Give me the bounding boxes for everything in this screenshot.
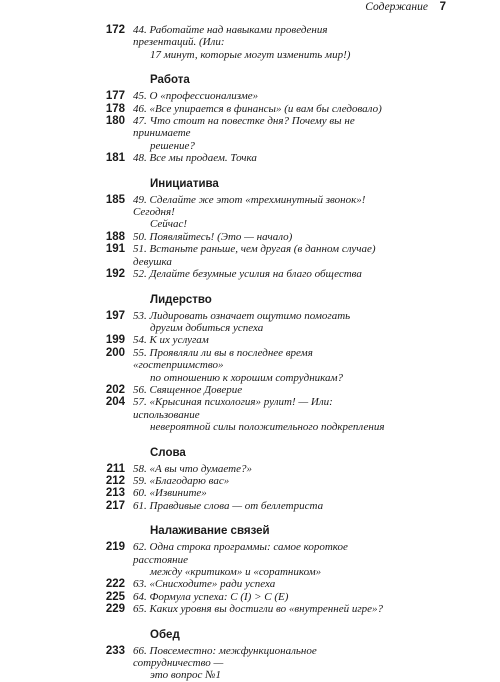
toc-entry[interactable]: [0, 396, 500, 433]
toc-entry-page-number: 219: [105, 541, 125, 554]
toc-entry-text: [133, 103, 391, 115]
toc-entry-page-number: 188: [105, 230, 125, 243]
toc-entry[interactable]: [0, 194, 500, 231]
toc-entry-page-number: 204: [105, 396, 125, 409]
toc-entry-text: [133, 90, 391, 102]
toc-entry[interactable]: [0, 463, 500, 475]
toc-entry[interactable]: [0, 334, 500, 346]
toc-entry-title-line: Сделайте же этот «трехминутный звонок»! Сегодня!: [133, 193, 366, 219]
toc-entry-title-line: Правдивые слова — от беллетриста: [149, 499, 324, 512]
toc-entry[interactable]: [0, 103, 500, 115]
toc-entry-page-number: 177: [105, 90, 125, 103]
toc-entry-chapter-number: 53.: [133, 309, 147, 322]
toc-entry[interactable]: [0, 24, 500, 61]
toc-entry[interactable]: [0, 268, 500, 280]
toc-entry[interactable]: [0, 487, 500, 499]
toc-entry-text: [133, 591, 391, 603]
toc-entry-title-line: «Крысиная психология» рулит! — Или: использование: [133, 396, 333, 421]
toc-entry-page-number: 197: [105, 309, 125, 322]
toc-entry-title-line: Лидировать означает ощутимо помогать: [149, 309, 351, 322]
toc-entry[interactable]: [0, 231, 500, 243]
toc-entry-title-line: по отношению к хорошим сотрудникам?: [150, 371, 344, 384]
toc-entry-title-line: это вопрос №1: [150, 669, 222, 682]
toc-section-heading: Налаживание связей: [150, 525, 270, 538]
toc-entry[interactable]: [0, 115, 500, 152]
table-of-contents: [0, 24, 500, 682]
running-header-title: Содержание: [365, 1, 428, 13]
toc-entry-chapter-number: 60.: [133, 487, 147, 500]
toc-entry-text: [133, 334, 391, 346]
toc-entry-text: [133, 475, 391, 487]
toc-entry-page-number: 200: [105, 346, 125, 359]
toc-entry-title-line: «Благодарю вас»: [149, 474, 230, 487]
toc-entry[interactable]: [0, 310, 500, 335]
toc-entry-page-number: 233: [105, 644, 125, 657]
toc-entry-title-line: между «критиком» и «соратником»: [150, 566, 322, 578]
toc-entry-text: [133, 603, 391, 615]
toc-entry-text: [133, 645, 391, 682]
toc-entry-chapter-number: 54.: [133, 334, 147, 347]
toc-entry-title-line: невероятной силы положительного подкрепления: [150, 421, 385, 434]
toc-entry-chapter-number: 59.: [133, 474, 147, 487]
running-header-page-number: 7: [439, 1, 446, 13]
toc-entry-text: [133, 384, 391, 396]
toc-entry-chapter-number: 51.: [133, 243, 147, 256]
toc-entry-text: [133, 115, 391, 152]
toc-entry-page-number: 217: [105, 499, 125, 512]
toc-entry-text: [133, 541, 391, 578]
toc-entry-title-line: Что стоит на повестке дня? Почему вы не принимаете: [133, 115, 355, 140]
toc-entry[interactable]: [0, 603, 500, 615]
toc-entry-text: [133, 500, 391, 512]
toc-entry-title-line: «Все упирается в финансы» (и вам бы следовало): [149, 102, 382, 115]
toc-entry-page-number: 191: [105, 243, 125, 256]
toc-entry[interactable]: [0, 475, 500, 487]
toc-entry-page-number: 172: [105, 24, 125, 36]
toc-entry-title-line: решение?: [150, 139, 195, 152]
toc-entry-text: [133, 152, 391, 164]
toc-entry[interactable]: [0, 90, 500, 102]
toc-entry-chapter-number: 62.: [133, 541, 147, 554]
toc-entry-title-line: Делайте безумные усилия на благо общества: [149, 268, 362, 281]
toc-entry-chapter-number: 45.: [133, 90, 147, 103]
toc-entry-title-line: Проявляли ли вы в последнее время «гостеприимство»: [133, 346, 313, 372]
toc-entry-page-number: 213: [105, 487, 125, 500]
toc-entry-title-line: Каких уровня вы достигли во «внутренней игре»?: [149, 603, 384, 616]
toc-entry-text: [133, 24, 391, 61]
toc-entry-chapter-number: 56.: [133, 383, 147, 396]
toc-entry-title-line: Все мы продаем. Точка: [149, 152, 257, 165]
toc-entry-text: [133, 578, 391, 590]
toc-entry-page-number: 199: [105, 334, 125, 347]
toc-entry-title-line: Повсеместно: межфункциональное сотрудничество —: [133, 644, 317, 670]
toc-entry-title-line: Сейчас!: [150, 218, 188, 231]
toc-entry[interactable]: [0, 591, 500, 603]
toc-section-heading: Лидерство: [150, 293, 212, 306]
toc-entry-page-number: 185: [105, 193, 125, 206]
toc-entry-chapter-number: 48.: [133, 152, 147, 165]
toc-entry-page-number: 202: [105, 383, 125, 396]
toc-entry[interactable]: [0, 500, 500, 512]
toc-entry-text: [133, 396, 391, 433]
toc-entry-chapter-number: 47.: [133, 115, 147, 128]
toc-entry-text: [133, 310, 391, 335]
toc-entry-chapter-number: 66.: [133, 644, 147, 657]
toc-entry[interactable]: [0, 578, 500, 590]
toc-entry-page-number: 192: [105, 268, 125, 281]
toc-entry-chapter-number: 49.: [133, 193, 147, 206]
toc-entry-text: [133, 243, 391, 268]
toc-entry-title-line: Появляйтесь! (Это — начало): [149, 230, 293, 243]
running-header: [0, 0, 500, 18]
toc-entry[interactable]: [0, 243, 500, 268]
toc-entry-text: [133, 194, 391, 231]
toc-entry[interactable]: [0, 541, 500, 578]
toc-entry-chapter-number: 64.: [133, 590, 147, 603]
toc-entry-title-line: Одна строка программы: самое короткое расстояние: [133, 541, 348, 566]
toc-entry-page-number: 211: [106, 462, 125, 475]
toc-entry-chapter-number: 65.: [133, 603, 147, 616]
toc-entry-title-line: «А вы что думаете?»: [149, 462, 252, 475]
toc-entry-title-line: «Извините»: [149, 487, 207, 500]
toc-entry-text: [133, 463, 391, 475]
toc-section-heading: Работа: [150, 74, 190, 87]
toc-entry-chapter-number: 46.: [133, 102, 147, 115]
toc-entry-text: [133, 268, 391, 280]
toc-entry-title-line: Священное Доверие: [149, 383, 243, 396]
toc-entry-page-number: 181: [105, 152, 125, 165]
toc-entry-title-line: другим добиться успеха: [150, 321, 264, 334]
toc-entry-title-line: О «профессионализме»: [149, 90, 259, 103]
toc-entry-title-line: Формула успеха: С (I) > С (Е): [149, 590, 289, 603]
toc-entry-chapter-number: 61.: [133, 499, 147, 512]
toc-entry[interactable]: [0, 347, 500, 384]
toc-entry-title-line: Встаньте раньше, чем другая (в данном случае) девушка: [133, 243, 376, 268]
toc-entry-text: [133, 487, 391, 499]
toc-entry-title-line: 17 минут, которые могут изменить мир!): [150, 48, 351, 61]
toc-entry-chapter-number: 52.: [133, 268, 147, 281]
toc-section-heading: Слова: [150, 446, 186, 459]
toc-entry-page-number: 222: [105, 578, 125, 591]
toc-entry-chapter-number: 44.: [133, 24, 147, 36]
toc-entry-page-number: 180: [105, 115, 125, 128]
toc-entry-page-number: 212: [105, 474, 125, 487]
toc-entry-chapter-number: 57.: [133, 396, 147, 409]
toc-entry-text: [133, 231, 391, 243]
toc-section-heading: Инициатива: [150, 177, 219, 190]
toc-entry-chapter-number: 58.: [133, 462, 147, 475]
toc-section-heading: Обед: [150, 628, 180, 641]
toc-entry-title-line: «Снисходите» ради успеха: [149, 578, 276, 591]
toc-entry[interactable]: [0, 645, 500, 682]
toc-entry-page-number: 229: [105, 603, 125, 616]
toc-entry-chapter-number: 55.: [133, 346, 147, 359]
toc-entry-page-number: 178: [105, 102, 125, 115]
toc-entry-text: [133, 347, 391, 384]
toc-entry-chapter-number: 50.: [133, 230, 147, 243]
toc-entry-title-line: Работайте над навыками проведения презентаций. (Или:: [133, 24, 328, 49]
toc-entry-title-line: К их услугам: [149, 334, 209, 347]
toc-entry-chapter-number: 63.: [133, 578, 147, 591]
toc-entry[interactable]: [0, 384, 500, 396]
toc-entry-page-number: 225: [105, 590, 125, 603]
toc-entry[interactable]: [0, 152, 500, 164]
